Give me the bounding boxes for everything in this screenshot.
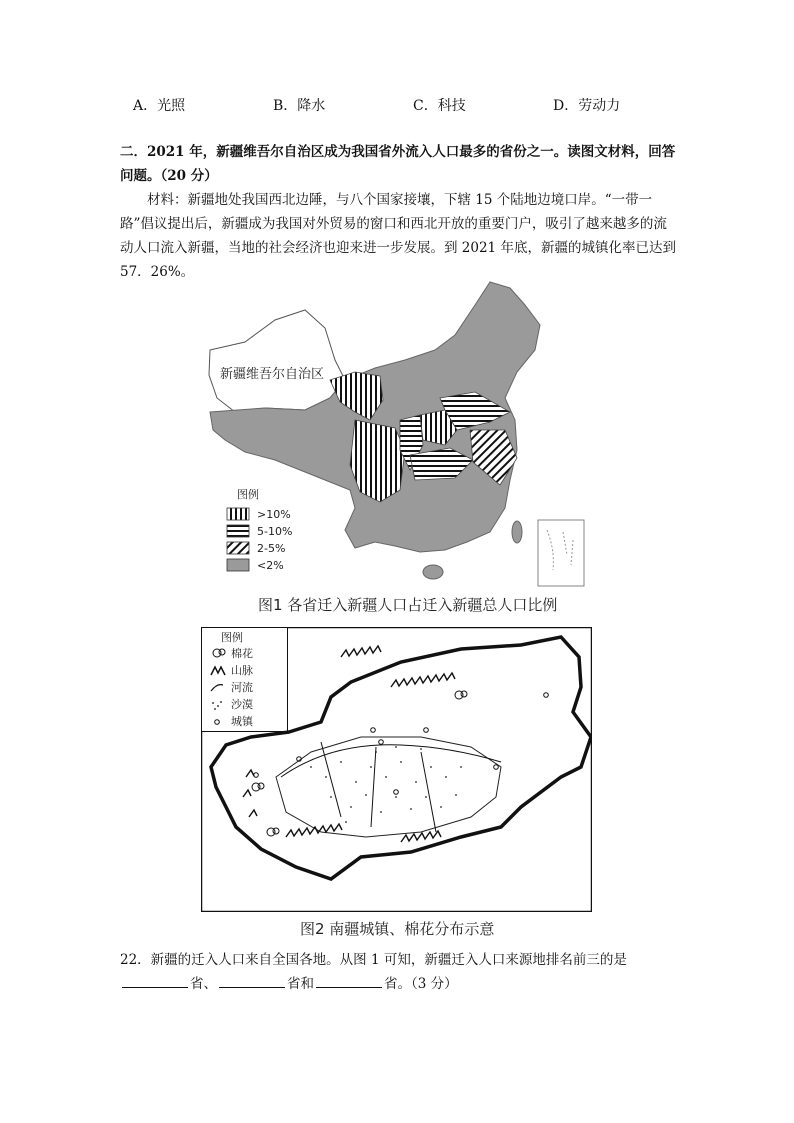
legend-label: >10%	[257, 508, 291, 521]
option-b	[273, 95, 325, 115]
figure2-south-xinjiang-map	[201, 627, 592, 912]
legend-title: 图例	[221, 631, 243, 644]
option-text: 光照	[157, 98, 186, 114]
option-text: 降水	[297, 98, 326, 114]
legend-label: 2-5%	[257, 542, 286, 555]
option-letter: D．	[553, 98, 579, 114]
legend-label: 棉花	[231, 647, 253, 660]
option-c	[413, 95, 466, 115]
taiwan-island	[512, 521, 522, 543]
option-letter: A．	[133, 98, 158, 114]
option-text: 劳动力	[578, 98, 621, 114]
option-letter: B．	[273, 98, 298, 114]
option-letter: C．	[413, 98, 438, 114]
legend-title: 图例	[237, 488, 259, 501]
question-22-blanks	[120, 972, 680, 996]
section-heading: 二．2021 年，新疆维吾尔自治区成为我国省外流入人口最多的省份之一。读图文材料，回答问题。（20 分）	[120, 144, 676, 184]
blank-suffix: 省。（3 分）	[384, 976, 458, 992]
xinjiang-label: 新疆维吾尔自治区	[220, 367, 325, 382]
material-paragraph: 材料：新疆地处我国西北边陲，与八个国家接壤，下辖 15 个陆地边境口岸。“一带一路”倡议提出后，新疆成为我国对外贸易的窗口和西北开放的重要门户，吸引了越来越多的流动人口流入新疆，当地的社会经济也迎来进一步发展。到 2021 年底，新疆的城镇化率已达到 57．26%。	[120, 192, 676, 280]
answer-blank-1[interactable]	[122, 973, 188, 988]
option-d	[553, 95, 620, 115]
answer-blank-3[interactable]	[316, 973, 382, 988]
legend-swatch-under-2	[227, 559, 249, 571]
option-text: 科技	[437, 98, 466, 114]
legend-label: 沙漠	[231, 698, 253, 711]
legend-label: 城镇	[231, 715, 253, 728]
figure2-caption: 图2 南疆城镇、棉花分布示意	[300, 920, 495, 938]
blank-suffix: 省和	[287, 976, 314, 992]
south-china-sea-inset	[538, 520, 584, 586]
legend-swatch-over-10	[227, 508, 249, 520]
hainan-island	[423, 565, 443, 579]
legend-label: 河流	[231, 681, 253, 694]
question-22	[120, 948, 680, 996]
legend-label: 山脉	[231, 664, 253, 677]
legend-swatch-2-5	[227, 542, 249, 554]
figure1-caption: 图1 各省迁入新疆人口占迁入新疆总人口比例	[258, 596, 558, 614]
legend-label: 5-10%	[257, 525, 293, 538]
question-22-text: 22．新疆的迁入人口来自全国各地。从图 1 可知，新疆迁入人口来源地排名前三的是	[120, 952, 627, 968]
legend-label: <2%	[257, 559, 284, 572]
figure1-china-map	[205, 280, 595, 590]
blank-suffix: 省、	[190, 976, 217, 992]
legend-swatch-5-10	[227, 525, 249, 537]
answer-blank-2[interactable]	[219, 973, 285, 988]
xinjiang-region	[209, 310, 345, 412]
option-a	[133, 95, 185, 115]
